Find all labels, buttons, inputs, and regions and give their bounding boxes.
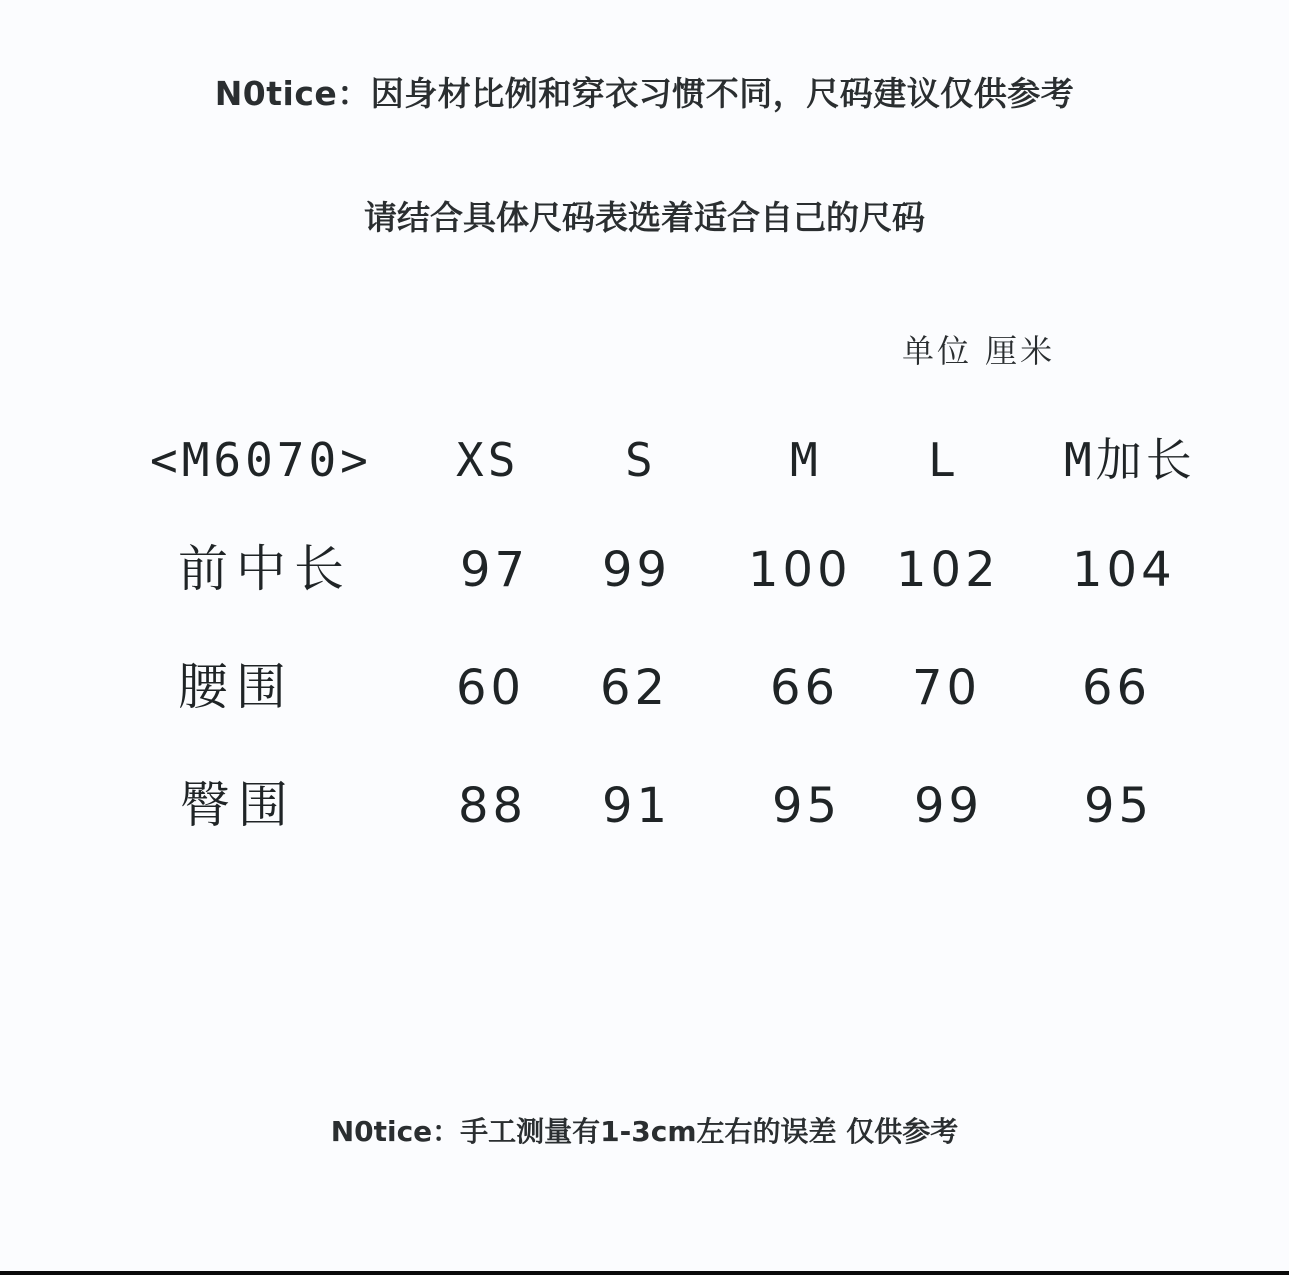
table-cell: 99 (914, 778, 984, 834)
unit-label: 单位 厘米 (902, 332, 1056, 370)
table-cell: 62 (600, 660, 670, 716)
notice-top: N0tice：因身材比例和穿衣习惯不同，尺码建议仅供参考 (214, 74, 1075, 113)
table-cell: 97 (460, 542, 530, 598)
size-header-l: L (928, 433, 960, 487)
table-cell: 60 (456, 660, 526, 716)
table-cell: 66 (1082, 660, 1152, 716)
table-cell: 95 (1084, 778, 1154, 834)
table-cell: 100 (748, 542, 852, 598)
table-cell: 102 (896, 542, 1000, 598)
bottom-divider (0, 1271, 1289, 1275)
size-header-m: M (790, 433, 822, 487)
table-cell: 91 (602, 778, 672, 834)
table-cell: 104 (1072, 542, 1176, 598)
table-cell: 66 (770, 660, 840, 716)
notice-bottom: N0tice：手工测量有1-3cm左右的误差 仅供参考 (330, 1115, 959, 1148)
model-number: <M6070> (150, 433, 372, 487)
table-cell: 99 (602, 542, 672, 598)
size-header-s: S (625, 433, 657, 487)
row-label-waist: 腰围 (178, 658, 294, 716)
size-header-m-long: M加长 (1064, 433, 1196, 487)
size-header-xs: XS (456, 433, 520, 487)
table-cell: 95 (772, 778, 842, 834)
row-label-hip: 臀围 (180, 776, 296, 834)
table-cell: 70 (912, 660, 982, 716)
table-cell: 88 (458, 778, 528, 834)
row-label-front-length: 前中长 (178, 540, 352, 598)
notice-subtitle: 请结合具体尺码表选着适合自己的尺码 (364, 198, 925, 237)
